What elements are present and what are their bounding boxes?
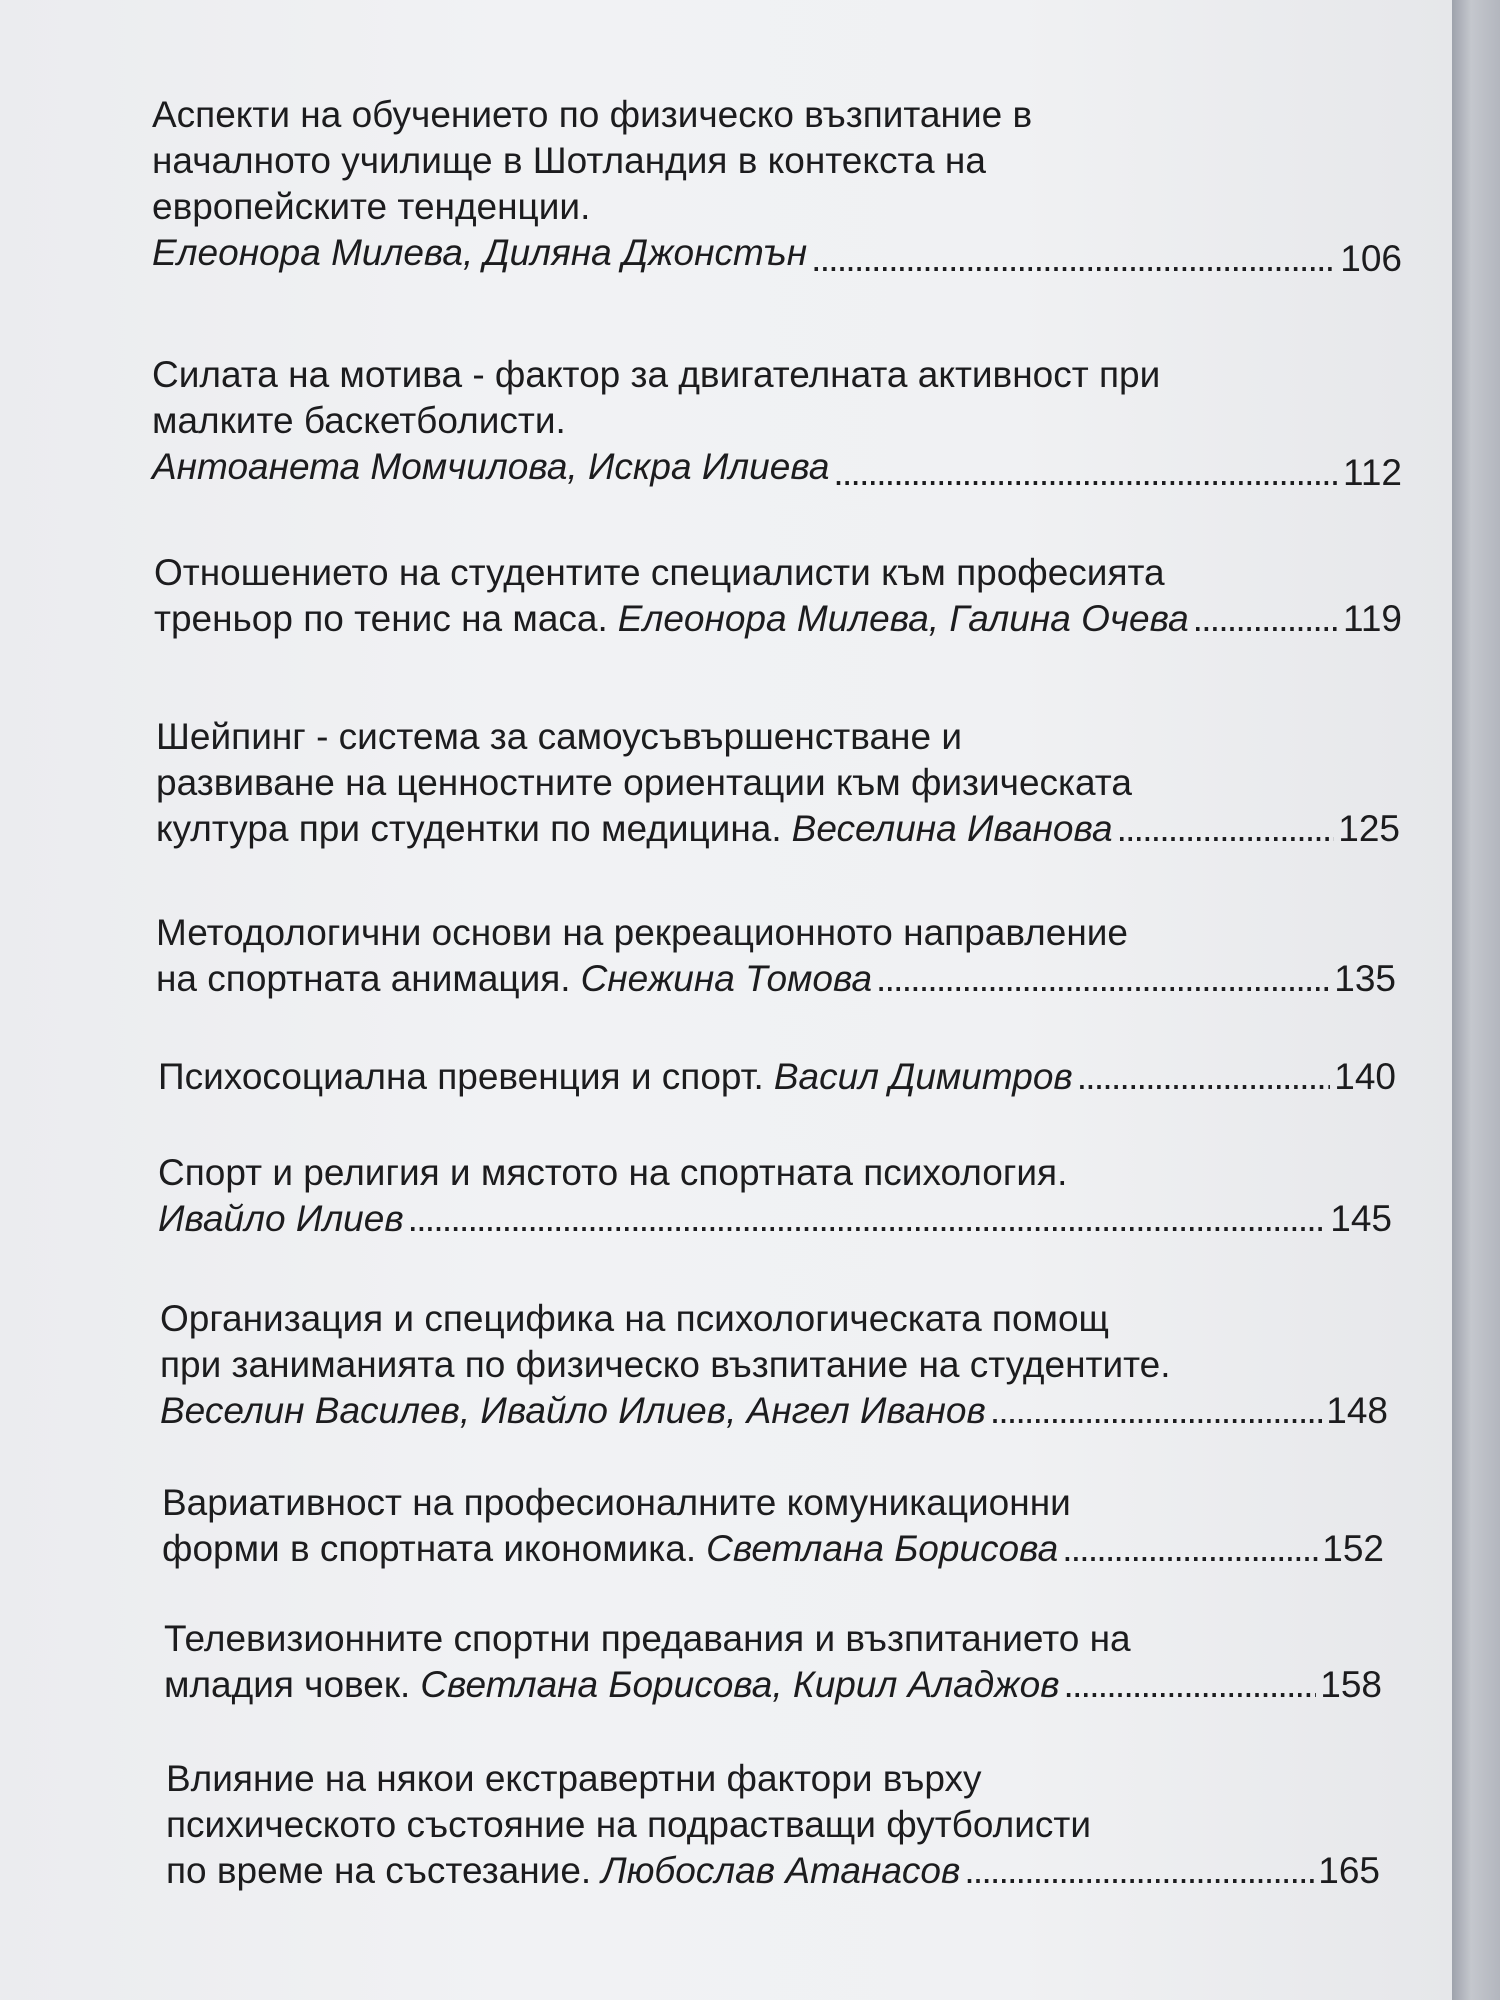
entry-title-line: Методологични основи на рекреационното направление xyxy=(156,912,1129,953)
leader-dots xyxy=(811,236,1336,282)
toc-entry xyxy=(158,1150,1418,1242)
entry-authors: Васил Димитров xyxy=(773,1056,1073,1097)
entry-title-line: култура при студентки по медицина. xyxy=(156,808,782,849)
entry-title-line: Психосоциална превенция и спорт. xyxy=(158,1056,764,1097)
entry-title-line: Аспекти на обучението по физическо възпитание в xyxy=(152,94,1033,135)
leader-dots xyxy=(408,1196,1327,1242)
entry-author-line xyxy=(158,1196,1392,1242)
entry-title-line: младия човек. xyxy=(164,1664,411,1705)
toc-entry xyxy=(164,1616,1424,1708)
entry-authors: Светлана Борисова xyxy=(706,1528,1059,1569)
toc-entry xyxy=(156,714,1416,852)
leader-dots xyxy=(833,450,1338,496)
page-number: 119 xyxy=(1343,598,1402,639)
toc-entry xyxy=(160,1296,1420,1434)
entry-authors: Светлана Борисова, Кирил Аладжов xyxy=(420,1664,1060,1705)
toc-entry xyxy=(158,1054,1418,1100)
entry-title-line: европейските тенденции. xyxy=(152,186,591,227)
entry-title-line: развиване на ценностните ориентации към физическата xyxy=(156,762,1132,803)
entry-title-line: Отношението на студентите специалисти към професията xyxy=(154,552,1165,593)
leader-dots xyxy=(1062,1526,1318,1572)
entry-last-line xyxy=(156,806,1400,852)
toc-entry xyxy=(154,550,1414,642)
page-number: 148 xyxy=(1326,1390,1388,1431)
leader-dots xyxy=(1117,806,1335,852)
leader-dots xyxy=(964,1848,1314,1894)
page-number: 135 xyxy=(1334,958,1396,999)
entry-authors: Веселин Василев, Ивайло Илиев, Ангел Иванов xyxy=(160,1390,986,1431)
page-number: 140 xyxy=(1334,1056,1396,1097)
page-number: 152 xyxy=(1322,1528,1384,1569)
leader-dots xyxy=(1077,1054,1331,1100)
toc-entry xyxy=(152,352,1412,493)
entry-title-line: Организация и специфика на психологическата помощ xyxy=(160,1298,1109,1339)
toc-entry xyxy=(162,1480,1422,1572)
page-number: 145 xyxy=(1330,1198,1392,1239)
page-number: 106 xyxy=(1340,238,1402,279)
toc-entry xyxy=(166,1756,1426,1894)
entry-title-line: Силата на мотива - фактор за двигателната активност при xyxy=(152,354,1161,395)
leader-dots xyxy=(1064,1662,1317,1708)
entry-author-line xyxy=(152,230,1402,279)
page-number: 158 xyxy=(1320,1664,1382,1705)
entry-authors: Снежина Томова xyxy=(580,958,873,999)
entry-authors: Веселина Иванова xyxy=(791,808,1113,849)
leader-dots xyxy=(876,956,1330,1002)
entry-last-line xyxy=(162,1526,1384,1572)
entry-title-line: треньор по тенис на маса. xyxy=(154,598,608,639)
entry-authors: Елеонора Милева, Диляна Джонстън xyxy=(152,232,808,273)
page-number: 112 xyxy=(1343,452,1402,493)
leader-dots xyxy=(990,1388,1322,1434)
entry-author-line xyxy=(152,444,1402,493)
entry-last-line xyxy=(156,956,1396,1002)
entry-authors: Елеонора Милева, Галина Очева xyxy=(617,598,1189,639)
entry-title-line: Шейпинг - система за самоусъвършенстване и xyxy=(156,716,962,757)
entry-last-line xyxy=(158,1054,1396,1100)
entry-title-line: психическото състояние на подрастващи футболисти xyxy=(166,1804,1091,1845)
leader-dots xyxy=(1193,596,1338,642)
entry-authors: Антоанета Момчилова, Искра Илиева xyxy=(152,446,830,487)
entry-last-line xyxy=(164,1662,1382,1708)
entry-title-line: Спорт и религия и мястото на спортната психология. xyxy=(158,1152,1068,1193)
page-number: 125 xyxy=(1338,808,1400,849)
page-edge xyxy=(1452,0,1500,2000)
toc-entry xyxy=(152,92,1412,279)
entry-title-line: Влияние на някои екстравертни фактори върху xyxy=(166,1758,982,1799)
entry-title-line: Телевизионните спортни предавания и възпитанието на xyxy=(164,1618,1131,1659)
entry-title-line: началното училище в Шотландия в контекста на xyxy=(152,140,986,181)
entry-title-line: по време на състезание. xyxy=(166,1850,592,1891)
entry-title-line: форми в спортната икономика. xyxy=(162,1528,697,1569)
entry-title-line: на спортната анимация. xyxy=(156,958,571,999)
entry-authors: Любослав Атанасов xyxy=(601,1850,961,1891)
entry-last-line xyxy=(166,1848,1380,1894)
entry-title-line: Вариативност на професионалните комуникационни xyxy=(162,1482,1071,1523)
entry-authors: Ивайло Илиев xyxy=(158,1198,404,1239)
toc-entry xyxy=(156,910,1416,1002)
entry-last-line xyxy=(154,596,1402,642)
page-number: 165 xyxy=(1318,1850,1380,1891)
entry-author-line xyxy=(160,1388,1388,1434)
entry-title-line: при заниманията по физическо възпитание на студентите. xyxy=(160,1344,1171,1385)
entry-title-line: малките баскетболисти. xyxy=(152,400,566,441)
